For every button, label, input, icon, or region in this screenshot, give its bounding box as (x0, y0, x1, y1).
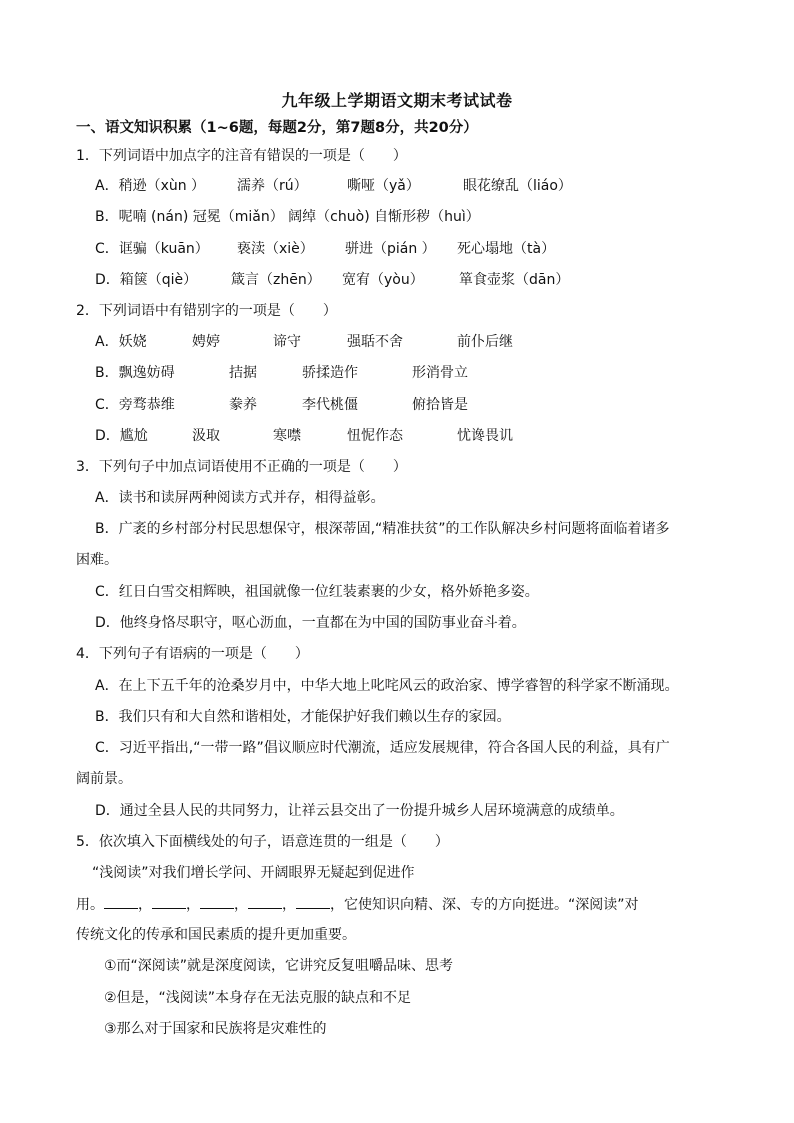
option-cell: 箪食壶浆（dān） (459, 272, 570, 288)
option-cell: 骈进（pián ） (345, 241, 436, 257)
passage-text: ， (186, 897, 200, 913)
question-3-option-b: B．广袤的乡村部分村民思想保守，根深蒂固,“精准扶贫”的工作队解决乡村问题将面临着诸多 (95, 521, 670, 537)
question-2-stem: 2．下列词语中有错别字的一项是（ ） (76, 303, 337, 319)
option-cell: 忸怩作态 (347, 428, 403, 444)
option-cell: 李代桃僵 (302, 397, 358, 413)
page-title: 九年级上学期语文期末考试试卷 (281, 91, 513, 110)
option-cell: D．尴尬 (95, 428, 148, 444)
passage-text: ， (282, 897, 296, 913)
option-cell: 宽宥（yòu） (342, 272, 424, 288)
option-cell: B．飘逸妨碍 (95, 365, 175, 381)
option-cell: 忧谗畏讥 (457, 428, 513, 444)
passage-text: ，它使知识向精、深、专的方向挺进。“深阅读”对 (330, 897, 639, 913)
option-cell: 骄揉造作 (302, 365, 358, 381)
option-cell: 死心塌地（tà） (457, 241, 556, 257)
fill-blank-1[interactable] (104, 894, 138, 909)
question-3-option-c: C．红日白雪交相辉映，祖国就像一位红装素裹的少女，格外娇艳多姿。 (95, 584, 539, 600)
option-cell: C．诓骗（kuān） (95, 241, 209, 257)
option-cell: 濡养（rú） (237, 178, 308, 194)
question-4-stem: 4．下列句子有语病的一项是（ ） (76, 646, 309, 662)
question-5-item-2: ②但是，“浅阅读”本身存在无法克服的缺点和不足 (104, 990, 412, 1006)
question-5-stem: 5．依次填入下面横线处的句子，语意连贯的一组是（ ） (76, 834, 449, 850)
question-5-passage-line-1: “浅阅读”对我们增长学问、开阔眼界无疑起到促进作 (92, 865, 415, 881)
option-cell: A．稍逊（xùn ） (95, 178, 206, 194)
question-1-option-b: B．呢喃 (nán) 冠冕（miǎn） 阔绰（chuò) 自惭形秽（huì） (95, 209, 480, 225)
question-1-stem: 1．下列词语中加点字的注音有错误的一项是（ ） (76, 148, 407, 164)
option-cell: A．妖娆 (95, 334, 147, 350)
fill-blank-3[interactable] (200, 894, 234, 909)
option-cell: 前仆后继 (457, 334, 513, 350)
passage-text: 用。 (76, 897, 104, 913)
option-cell: 强聒不舍 (347, 334, 403, 350)
question-3-stem: 3．下列句子中加点词语使用不正确的一项是（ ） (76, 459, 407, 475)
option-cell: 娉婷 (192, 334, 220, 350)
question-3-option-b-cont: 困难。 (76, 552, 118, 568)
option-cell: 俯拾皆是 (412, 397, 468, 413)
question-4-option-c-cont: 阔前景。 (76, 771, 132, 787)
question-4-option-c: C．习近平指出,“一带一路”倡议顺应时代潮流，适应发展规律，符合各国人民的利益，具有广 (95, 740, 670, 756)
question-5-passage-line-3: 传统文化的传承和国民素质的提升更加重要。 (76, 927, 356, 943)
passage-text: ， (138, 897, 152, 913)
fill-blank-4[interactable] (248, 894, 282, 909)
fill-blank-2[interactable] (152, 894, 186, 909)
option-cell: 亵渎（xiè） (237, 241, 314, 257)
option-cell: 汲取 (192, 428, 220, 444)
question-3-option-d: D．他终身恪尽职守，呕心沥血，一直都在为中国的国防事业奋斗着。 (95, 615, 526, 631)
option-cell: 寒噤 (273, 428, 301, 444)
option-cell: 谛守 (273, 334, 301, 350)
question-5-item-1: ①而“深阅读”就是深度阅读，它讲究反复咀嚼品味、思考 (104, 958, 454, 974)
question-5-passage-line-2 (76, 894, 639, 915)
option-cell: 箴言（zhēn） (231, 272, 321, 288)
question-3-option-a: A．读书和读屏两种阅读方式并存，相得益彰。 (95, 490, 385, 506)
option-cell: D．箱箧（qiè） (95, 272, 198, 288)
option-cell: 形消骨立 (412, 365, 468, 381)
option-cell: 豢养 (229, 397, 257, 413)
option-cell: C．旁骛恭维 (95, 397, 175, 413)
question-4-option-b: B．我们只有和大自然和谐相处，才能保护好我们赖以生存的家园。 (95, 709, 511, 725)
option-cell: 眼花缭乱（liáo） (463, 178, 572, 194)
passage-text: ， (234, 897, 248, 913)
section-heading: 一、语文知识积累（1~6题，每题2分，第7题8分，共20分） (76, 120, 478, 136)
fill-blank-5[interactable] (296, 894, 330, 909)
question-4-option-a: A．在上下五千年的沧桑岁月中，中华大地上叱咤风云的政治家、博学睿智的科学家不断涌现。 (95, 678, 679, 694)
question-4-option-d: D．通过全县人民的共同努力，让祥云县交出了一份提升城乡人居环境满意的成绩单。 (95, 803, 624, 819)
option-cell: 嘶哑（yǎ） (347, 178, 420, 194)
question-5-item-3: ③那么对于国家和民族将是灾难性的 (104, 1021, 327, 1037)
option-cell: 拮据 (229, 365, 257, 381)
